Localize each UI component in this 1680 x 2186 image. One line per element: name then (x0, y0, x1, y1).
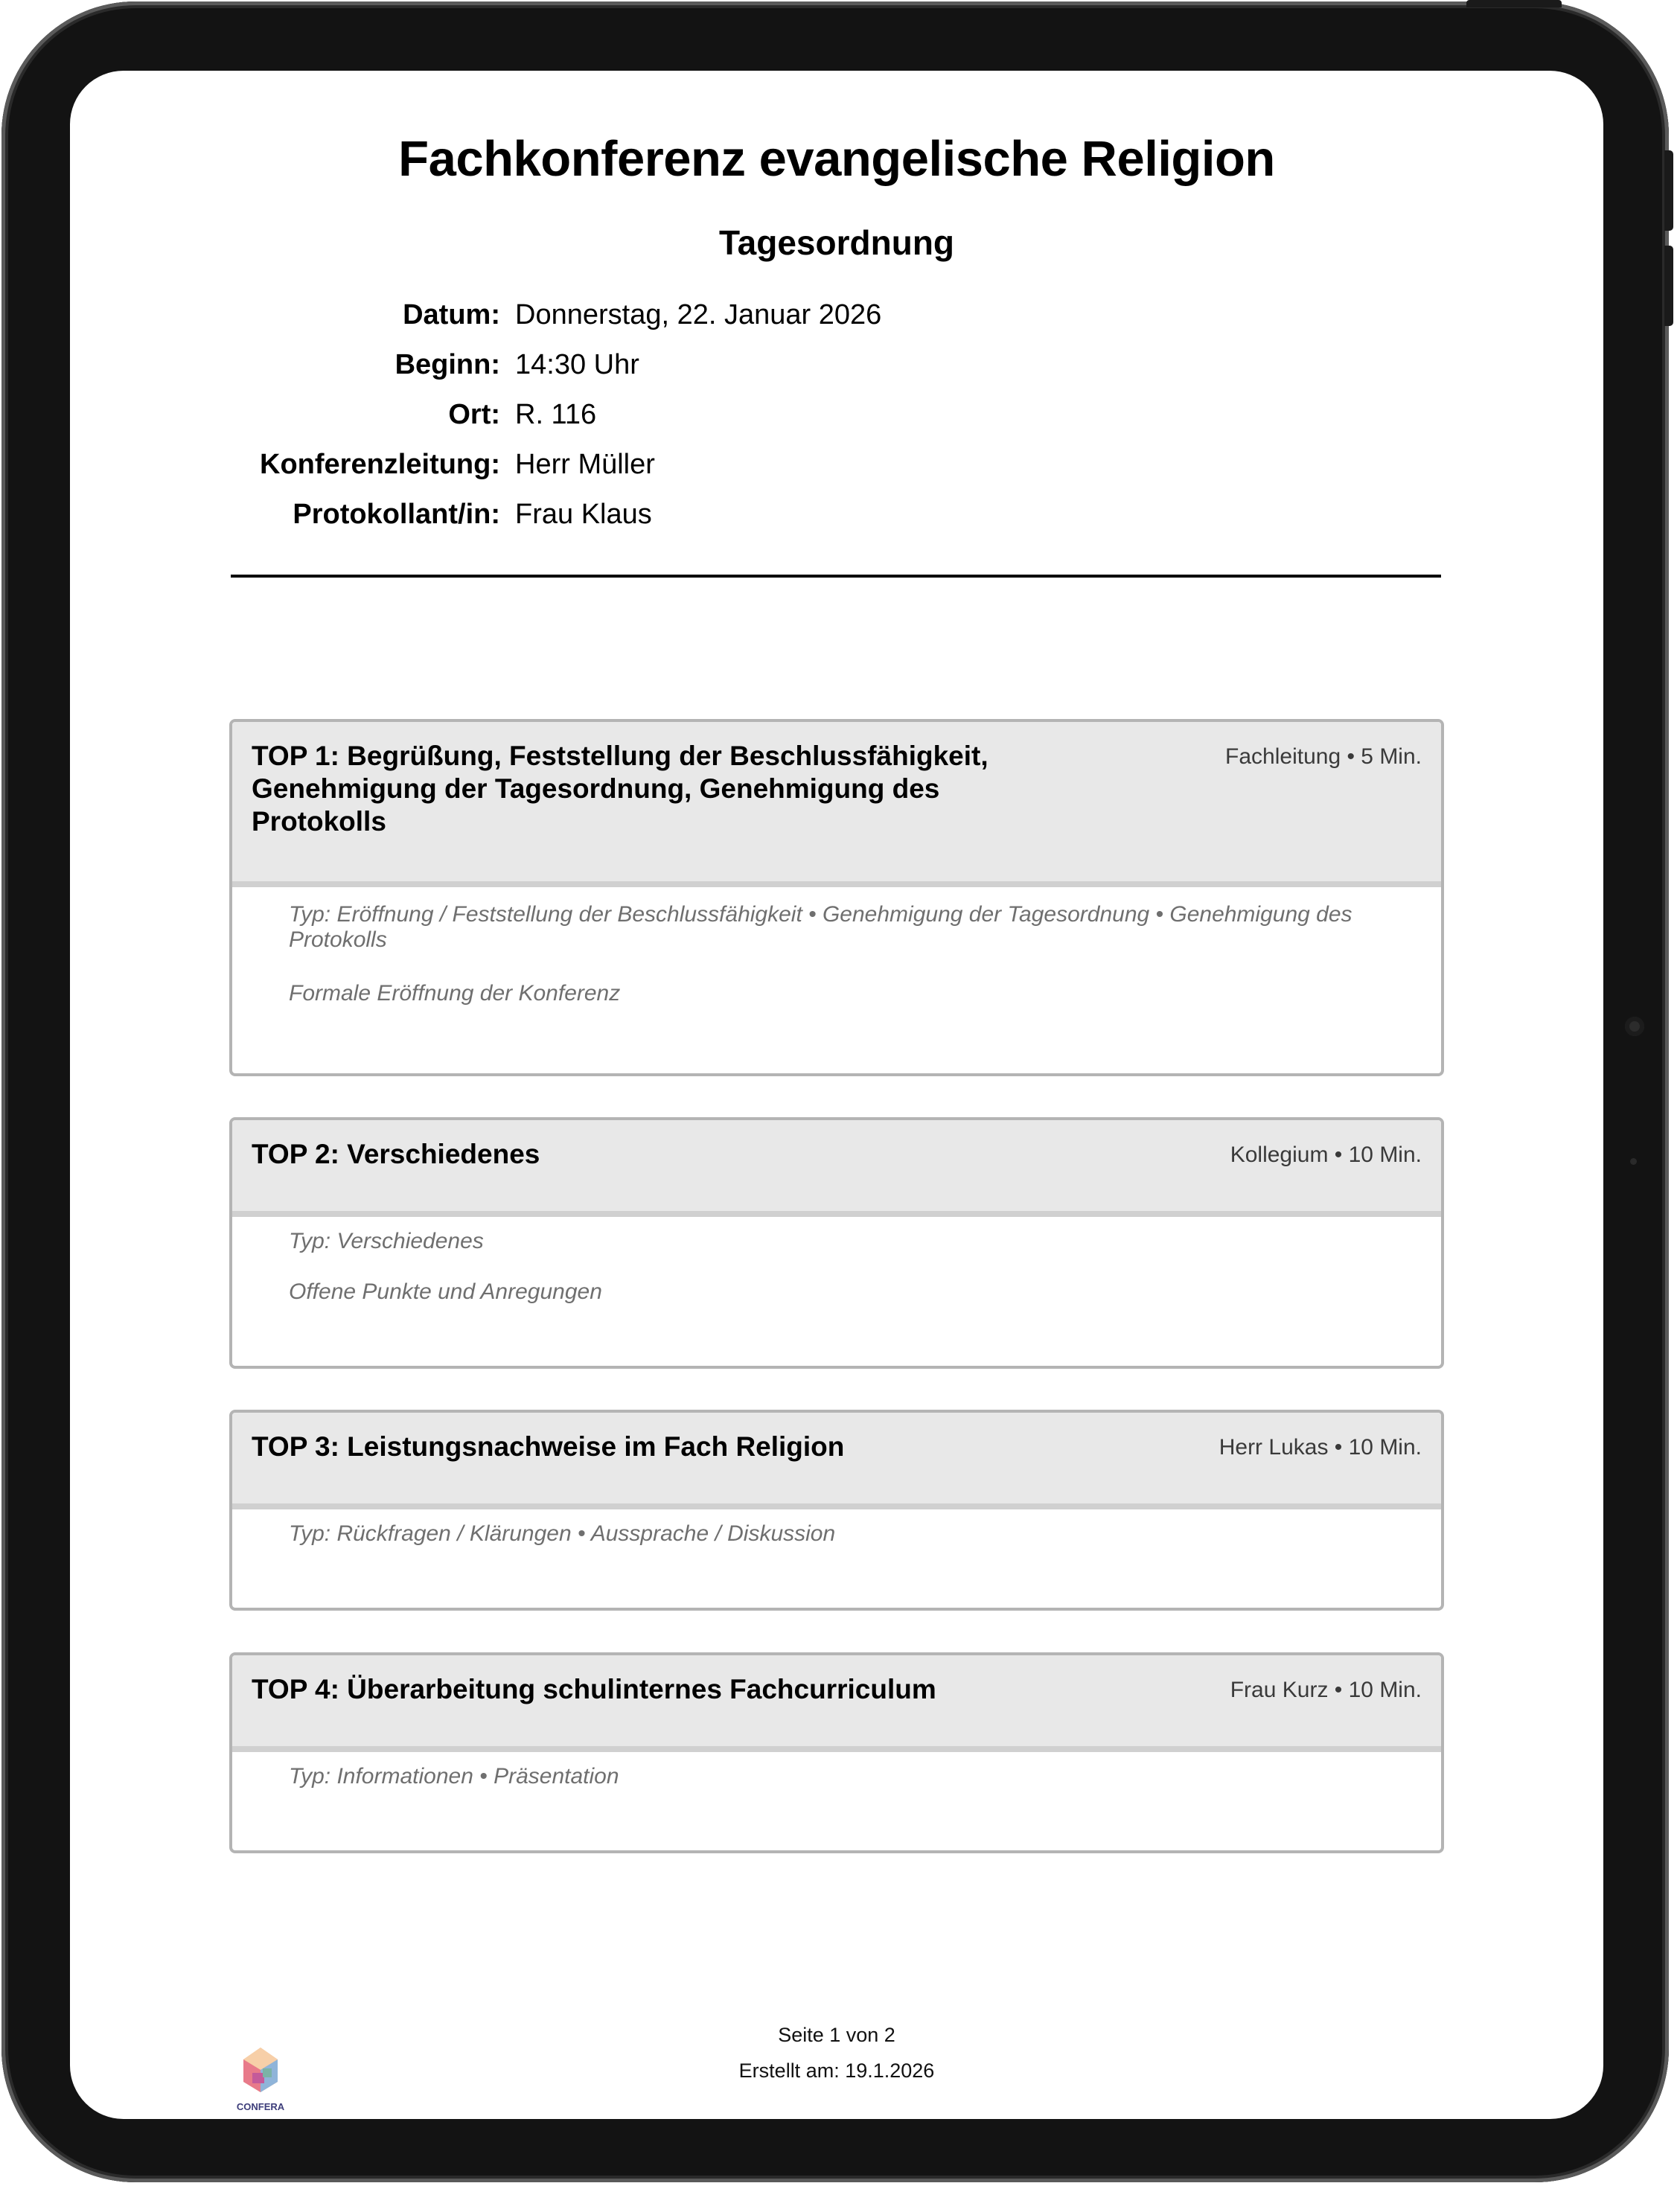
agenda-item-title: TOP 3: Leistungsnachweise im Fach Religion (252, 1431, 845, 1462)
agenda-item (229, 1652, 1444, 1853)
document-subtitle: Tagesordnung (718, 223, 955, 262)
footer-created-date: Erstellt am: 19.1.2026 (738, 2059, 935, 2082)
agenda-item (229, 719, 1444, 1076)
meta-label: Protokollant/in: (293, 499, 500, 530)
document-title: Fachkonferenz evangelische Religion (398, 131, 1275, 187)
agenda-item-type: Typ: Verschiedenes (289, 1229, 484, 1253)
agenda-item-header (232, 722, 1441, 887)
agenda-item-title: TOP 2: Verschiedenes (252, 1139, 540, 1169)
top-button (1466, 0, 1562, 7)
agenda-item-meta: Frau Kurz • 10 Min. (1230, 1678, 1422, 1702)
agenda-item-title: TOP 1: Begrüßung, Feststellung der Beschlussfähigkeit, Genehmigung der Tagesordnung, Genehmigung des Protokolls (252, 741, 988, 837)
agenda-item-header (232, 1655, 1441, 1752)
agenda-item-title: TOP 4: Überarbeitung schulinternes Fachcurriculum (252, 1674, 936, 1704)
meta-value: R. 116 (515, 399, 597, 430)
agenda-item-meta: Kollegium • 10 Min. (1230, 1142, 1422, 1167)
header-divider (231, 575, 1441, 578)
agenda-item (229, 1117, 1444, 1369)
agenda-item-header (232, 1120, 1441, 1217)
meta-label: Ort: (448, 399, 500, 430)
meta-label: Beginn: (395, 349, 500, 380)
camera-icon (1625, 1017, 1644, 1036)
document-page (70, 71, 1603, 2119)
meta-label: Konferenzleitung: (260, 449, 500, 480)
agenda-item-header (232, 1413, 1441, 1509)
volume-down-button (1664, 246, 1673, 326)
agenda-item (229, 1410, 1444, 1611)
agenda-item-meta: Fachleitung • 5 Min. (1225, 744, 1422, 769)
confera-logo-text: CONFERA (236, 2101, 285, 2112)
volume-up-button (1664, 150, 1673, 231)
meta-value: Donnerstag, 22. Januar 2026 (515, 299, 882, 330)
meta-value: Herr Müller (515, 449, 655, 480)
agenda-item-type: Typ: Eröffnung / Feststellung der Beschlussfähigkeit • Genehmigung der Tagesordnung • Genehmigung des Protokolls (289, 902, 1352, 952)
meta-value: Frau Klaus (515, 499, 652, 530)
agenda-item-type: Typ: Informationen • Präsentation (289, 1764, 619, 1789)
meta-value: 14:30 Uhr (515, 349, 639, 380)
sensor (1630, 1158, 1637, 1165)
agenda-item-meta: Herr Lukas • 10 Min. (1219, 1435, 1422, 1460)
agenda-item-type: Typ: Rückfragen / Klärungen • Aussprache / Diskussion (289, 1521, 836, 1546)
meta-label: Datum: (403, 299, 500, 330)
agenda-item-description: Offene Punkte und Anregungen (289, 1279, 602, 1304)
footer-page-number: Seite 1 von 2 (778, 2024, 895, 2046)
agenda-item-description: Formale Eröffnung der Konferenz (289, 981, 621, 1006)
